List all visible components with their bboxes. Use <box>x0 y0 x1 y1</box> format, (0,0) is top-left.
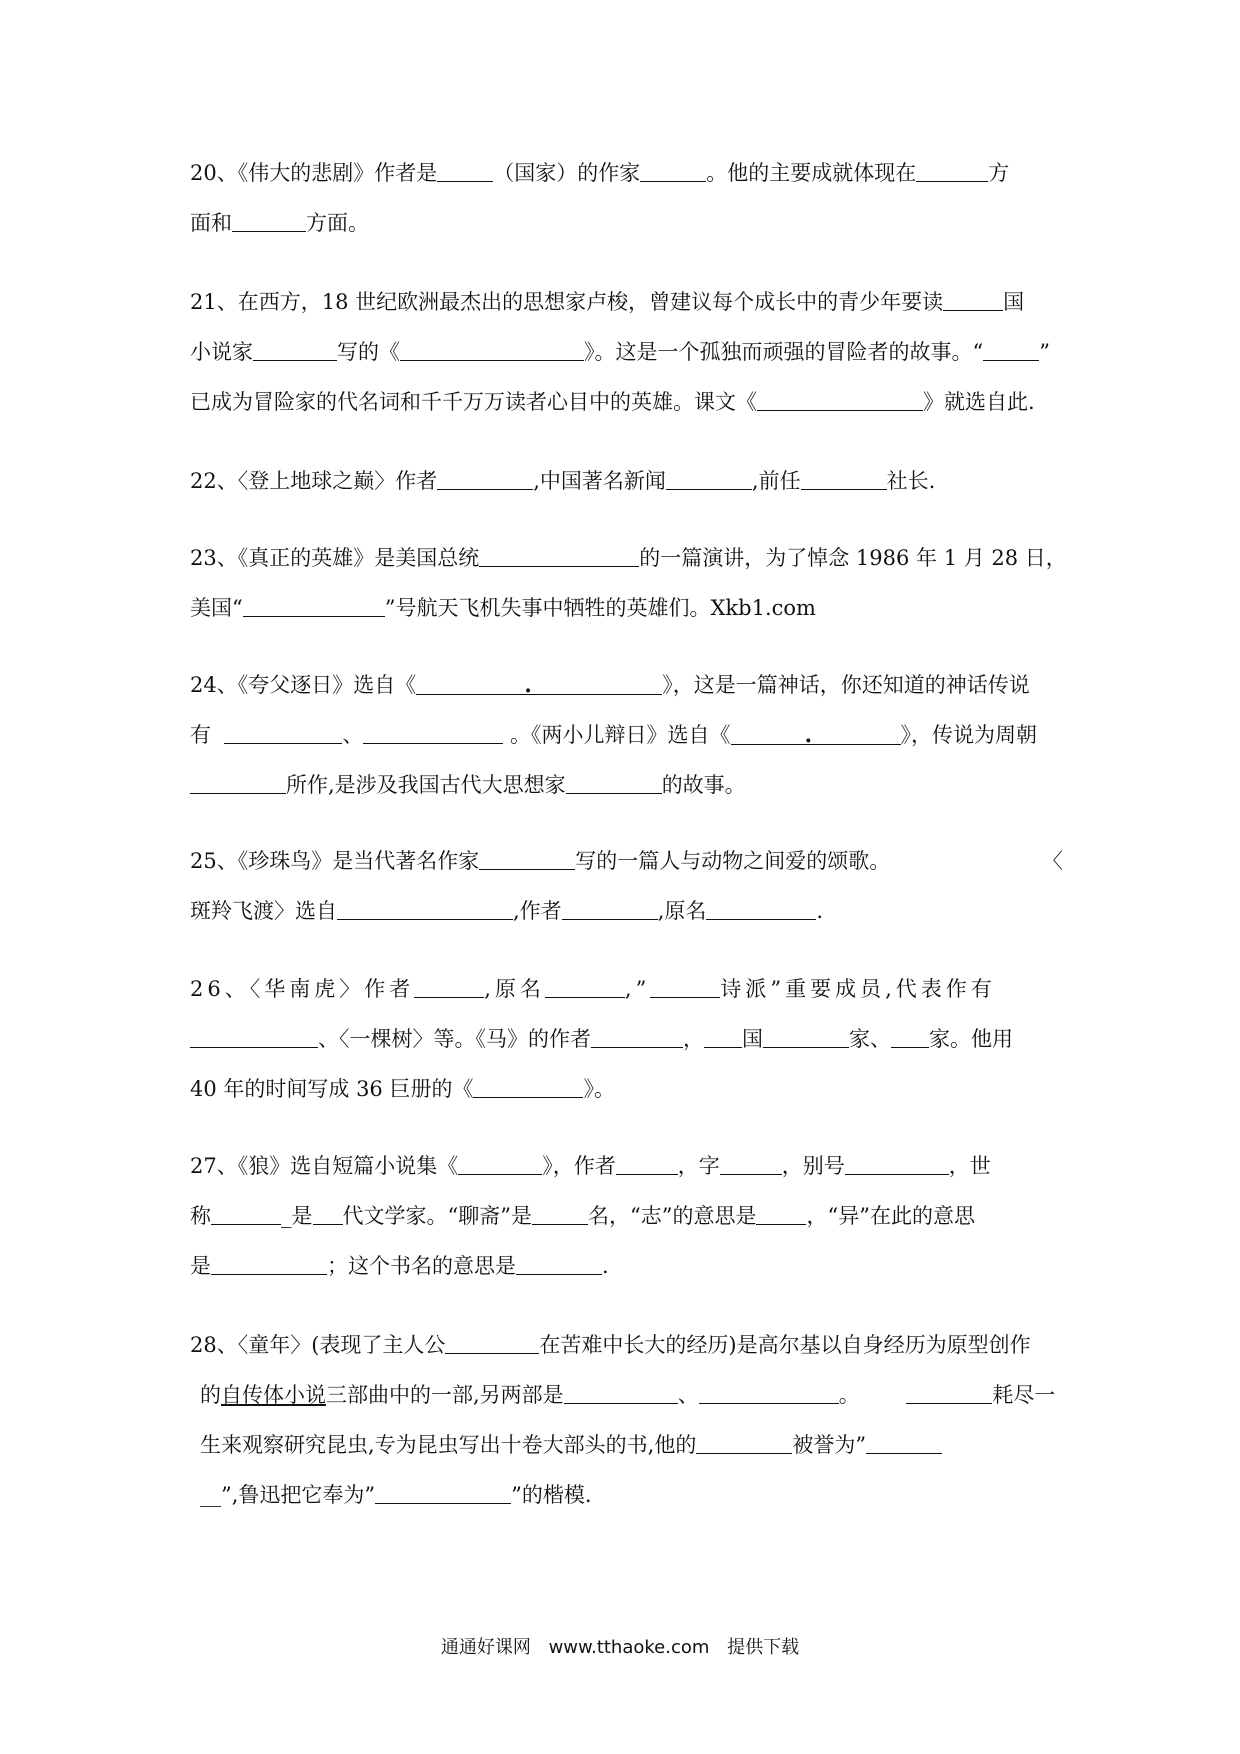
q27-text: 称 <box>190 1204 211 1228</box>
question-20-line-1 <box>190 158 1009 188</box>
blank <box>232 209 306 232</box>
q26-text: 家、 <box>849 1027 891 1051</box>
blank <box>437 159 493 182</box>
q27-text: ，“异”在此的意思 <box>806 1204 975 1228</box>
blank <box>891 1025 929 1048</box>
blank <box>243 594 385 617</box>
question-24-line-1 <box>190 670 1030 700</box>
q24-text: 。《两小儿辩日》选自《 <box>510 723 731 747</box>
q24-text: 有 <box>190 723 211 747</box>
q21-text: 》就选自此. <box>923 390 1035 414</box>
blank <box>375 1481 511 1504</box>
q26-text: 》。 <box>583 1077 615 1101</box>
q28-text: 。 <box>838 1383 860 1407</box>
q28-text: ”的楷模. <box>511 1483 592 1507</box>
question-21-line-3 <box>190 387 1035 417</box>
underlined-term: 自传体小说 <box>221 1383 326 1407</box>
blank <box>253 338 337 361</box>
q26-text: 、〈一棵树〉等。《马》的作者 <box>318 1027 591 1051</box>
blank <box>190 1025 318 1048</box>
question-26-line-2 <box>190 1024 1013 1054</box>
q21-text: 小说家 <box>190 340 253 364</box>
question-25-line-2 <box>190 896 823 926</box>
q26-text: 家。他用 <box>929 1027 1013 1051</box>
q21-text: 写的《 <box>337 340 400 364</box>
footer-url[interactable]: www.tthaoke.com <box>548 1637 710 1658</box>
question-27-line-1 <box>190 1151 991 1181</box>
blank <box>473 1075 583 1098</box>
question-22 <box>190 466 935 496</box>
q28-text: 在苦难中长大的经历)是高尔基以自身经历为原型创作 <box>539 1333 1031 1357</box>
blank <box>640 159 706 182</box>
q22-text: 22、〈登上地球之巅〉作者 <box>190 469 438 493</box>
blank <box>720 1152 782 1175</box>
blank <box>906 1381 992 1404</box>
q24-text: 、 <box>342 723 364 747</box>
q21-text: 》。这是一个孤独而顽强的冒险者的故事。“ <box>584 340 984 364</box>
blank <box>696 1431 792 1454</box>
blank <box>479 544 639 567</box>
q28-text: 的 <box>200 1383 221 1407</box>
q28-text: 被誉为” <box>792 1433 867 1457</box>
question-27-line-3 <box>190 1251 609 1281</box>
q27-text: _是 <box>281 1204 313 1228</box>
q22-text: 社长. <box>886 469 936 493</box>
question-21-line-2 <box>190 337 1050 367</box>
q28-text: 生来观察研究昆虫,专为昆虫写出十卷大部头的书,他的 <box>200 1433 697 1457</box>
q27-text: 名，“志”的意思是 <box>587 1204 757 1228</box>
q25-text: ,作者 <box>513 899 562 923</box>
blank <box>616 1152 678 1175</box>
blank <box>866 1431 942 1454</box>
blank <box>756 1202 806 1225</box>
blank <box>313 1202 343 1225</box>
blank <box>337 897 513 920</box>
blank <box>566 771 662 794</box>
blank <box>704 1025 742 1048</box>
blank <box>801 467 887 490</box>
question-23-line-1 <box>190 543 1067 573</box>
q20-text: 方面。 <box>306 211 369 235</box>
question-24-line-2 <box>190 720 1037 750</box>
q25-text: 25、《珍珠鸟》是当代著名作家 <box>190 849 480 873</box>
q24-text: 所作,是涉及我国古代大思想家 <box>286 773 566 797</box>
q23-text: 的一篇演讲，为了悼念 1986 年 1 月 28 日， <box>639 546 1067 570</box>
blank-with-dot <box>416 672 662 695</box>
q28-text: __”,鲁迅把它奉为” <box>200 1483 376 1507</box>
blank <box>363 721 503 744</box>
footer-action: 提供下载 <box>727 1637 800 1658</box>
blank <box>591 1025 683 1048</box>
question-20-line-2 <box>190 208 369 238</box>
q26-text: ,原名 <box>484 977 545 1001</box>
question-25-bracket <box>1042 846 1063 876</box>
q26-text: ,” <box>624 977 651 1001</box>
q25-text: ,原名 <box>657 899 707 923</box>
q24-text: 》，传说为周朝 <box>900 723 1038 747</box>
q21-text: 21、在西方，18 世纪欧洲最杰出的思想家卢梭，曾建议每个成长中的青少年要读 <box>190 290 944 314</box>
q27-text: ，世 <box>948 1154 991 1178</box>
q21-text: ” <box>1039 340 1050 364</box>
blank <box>763 1025 849 1048</box>
q24-text: 的故事。 <box>661 773 746 797</box>
q28-text: 28、〈童年〉(表现了主人公 <box>190 1333 446 1357</box>
q26-text: ， <box>683 1027 704 1051</box>
q21-text: 国 <box>1003 290 1025 314</box>
q20-text: 。他的主要成就体现在 <box>706 161 917 185</box>
q27-text: 代文学家。“聊斋”是 <box>342 1204 532 1228</box>
q27-text: 》，作者 <box>542 1154 616 1178</box>
q27-text: . <box>602 1254 609 1278</box>
q24-text: 》，这是一篇神话，你还知道的神话传说 <box>662 673 1030 697</box>
blank <box>699 1381 839 1404</box>
q20-text: 20、《伟大的悲剧》作者是 <box>190 161 438 185</box>
q27-text: ，别号 <box>781 1154 845 1178</box>
question-28-line-1 <box>190 1330 1031 1360</box>
blank <box>943 288 1003 311</box>
blank <box>516 1252 602 1275</box>
q21-text: 已成为冒险家的代名词和千千万万读者心目中的英雄。课文《 <box>190 390 757 414</box>
q25-text: 写的一篇人与动物之间爱的颂歌。 <box>575 849 891 873</box>
q28-text: 耗尽一 <box>992 1383 1056 1407</box>
blank <box>650 975 720 998</box>
q28-text: 、 <box>677 1383 699 1407</box>
blank <box>532 1202 588 1225</box>
blank <box>562 897 658 920</box>
blank <box>414 975 484 998</box>
q23-text: ”号航天飞机失事中牺牲的英雄们。Xkb1.com <box>384 596 816 620</box>
blank <box>916 159 988 182</box>
q20-text: 面和 <box>190 211 232 235</box>
q27-text: 是 <box>190 1254 211 1278</box>
q26-text: 国 <box>742 1027 763 1051</box>
blank <box>983 338 1039 361</box>
blank <box>190 771 286 794</box>
blank <box>706 897 816 920</box>
q27-text: 27、《狼》选自短篇小说集《 <box>190 1154 459 1178</box>
question-26-line-1 <box>190 974 996 1004</box>
blank <box>445 1331 539 1354</box>
blank <box>545 975 625 998</box>
q20-text: （国家）的作家 <box>493 161 641 185</box>
q27-text: ，字 <box>677 1154 720 1178</box>
question-28-line-4 <box>200 1480 592 1510</box>
page-footer <box>0 1633 1240 1659</box>
question-28-line-3 <box>200 1430 942 1460</box>
q24-text: 24、《夸父逐日》选自《 <box>190 673 417 697</box>
q26-text: 诗派”重要成员,代表作有 <box>720 977 996 1001</box>
q26-text: 26、〈华南虎〉作者 <box>190 977 415 1001</box>
q22-text: ,中国著名新闻 <box>533 469 666 493</box>
question-26-line-3 <box>190 1074 615 1104</box>
q22-text: ,前任 <box>751 469 801 493</box>
q28-text: 三部曲中的一部,另两部是 <box>326 1383 564 1407</box>
question-21-line-1 <box>190 287 1024 317</box>
blank <box>224 721 342 744</box>
q25-text: 〈 <box>1042 849 1063 873</box>
question-27-line-2 <box>190 1201 975 1231</box>
q23-text: 美国“ <box>190 596 243 620</box>
question-25-line-1 <box>190 846 890 876</box>
blank-with-dot <box>731 722 901 745</box>
blank <box>757 388 923 411</box>
question-23-line-2 <box>190 593 816 623</box>
blank <box>666 467 752 490</box>
footer-site-name: 通通好课网 <box>440 1637 531 1658</box>
blank <box>458 1152 542 1175</box>
q23-text: 23、《真正的英雄》是美国总统 <box>190 546 480 570</box>
blank <box>479 847 575 870</box>
q27-text: ；这个书名的意思是 <box>327 1254 516 1278</box>
q26-text: 40 年的时间写成 36 巨册的《 <box>190 1077 474 1101</box>
blank <box>564 1381 678 1404</box>
blank <box>845 1152 949 1175</box>
blank <box>211 1202 281 1225</box>
blank <box>400 338 584 361</box>
question-24-line-3 <box>190 770 746 800</box>
q25-text: 斑羚飞渡〉选自 <box>190 899 337 923</box>
blank <box>437 467 533 490</box>
question-28-line-2 <box>200 1380 1055 1410</box>
q25-text: . <box>816 899 824 923</box>
blank <box>211 1252 327 1275</box>
q20-text: 方 <box>988 161 1010 185</box>
